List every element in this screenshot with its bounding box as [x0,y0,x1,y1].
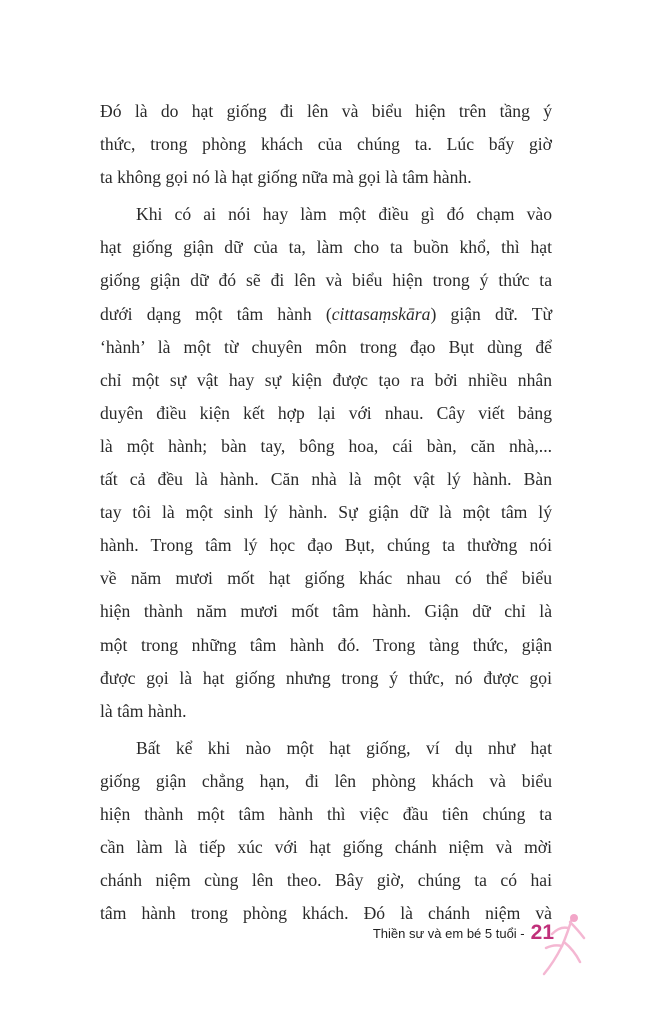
text-line: tất cả đều là hành. Căn nhà là một vật lý hành. Bàn [100,469,552,490]
text-line: là tâm hành. [100,700,187,721]
text-line: ta không gọi nó là hạt giống nữa mà gọi là tâm hành. [100,167,472,188]
running-footer [373,918,554,948]
paragraph [100,732,552,931]
text-line: hiện thành một tâm hành thì việc đầu tiên chúng ta [100,803,552,824]
page-number: 21 [530,921,554,944]
text-line: một trong những tâm hành đó. Trong tàng thức, giận [100,634,552,655]
text-line: về năm mươi mốt hạt giống khác nhau có thể biểu [100,568,552,589]
text-line: hạt giống giận dữ của ta, làm cho ta buồn khổ, thì hạt [100,237,552,258]
text-line: tâm hành trong phòng khách. Đó là chánh niệm và [100,903,552,924]
text-line: giống giận chẳng hạn, đi lên phòng khách và biểu [100,770,552,791]
text-line: Khi có ai nói hay làm một điều gì đó chạm vào [136,204,552,225]
text-line: giống giận dữ đó sẽ đi lên và biểu hiện trong ý thức ta [100,270,552,291]
text-line: hiện thành năm mươi mốt tâm hành. Giận dữ chỉ là [100,601,552,622]
text-line: duyên điều kiện kết hợp lại với nhau. Cây viết bảng [100,402,552,423]
text-line: tay tôi là một sinh lý hành. Sự giận dữ là một tâm lý [100,502,552,523]
text-line: chỉ một sự vật hay sự kiện được tạo ra bởi nhiều nhân [100,369,552,390]
text-line: thức, trong phòng khách của chúng ta. Lúc bấy giờ [100,134,552,155]
body-text [100,95,552,934]
text-line: ‘hành’ là một từ chuyên môn trong đạo Bụt dùng để [100,336,552,357]
text-line: được gọi là hạt giống nhưng trong ý thức, nó được gọi [100,667,552,688]
sanskrit-term: cittasaṃskāra [331,303,431,324]
paragraph [100,95,552,194]
text-line: hành. Trong tâm lý học đạo Bụt, chúng ta thường nói [100,535,552,556]
paragraph [100,198,552,728]
text-line: là một hành; bàn tay, bông hoa, cái bàn, căn nhà,... [100,435,552,456]
running-footer-title: Thiền sư và em bé 5 tuổi - [372,925,525,941]
text-line: Bất kể khi nào một hạt giống, ví dụ như hạt [136,737,552,758]
text-line: Đó là do hạt giống đi lên và biểu hiện trên tầng ý [100,101,552,121]
text-line: cần làm là tiếp xúc với hạt giống chánh niệm và mời [100,837,552,858]
text-line: dưới dạng một tâm hành (cittasaṃskāra) giận dữ. Từ [100,303,552,324]
text-line: chánh niệm cùng lên theo. Bây giờ, chúng ta có hai [100,870,552,891]
